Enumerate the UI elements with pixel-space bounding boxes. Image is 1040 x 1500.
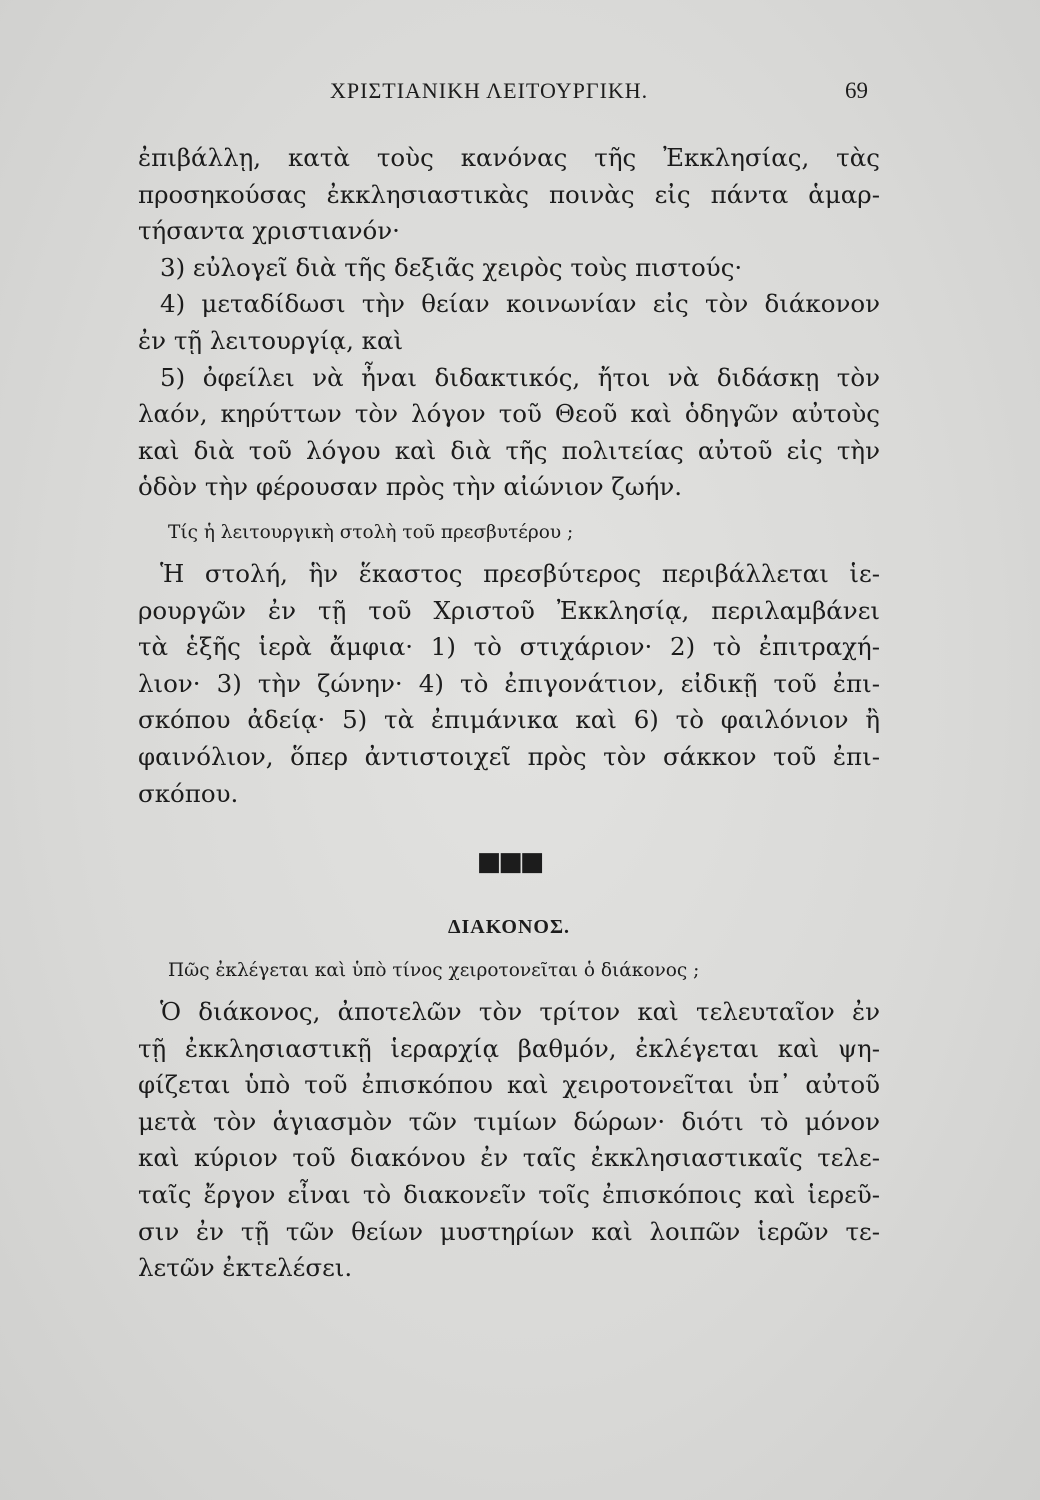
answer-presbyter-vestments xyxy=(138,556,880,812)
text-line: ρουργῶν ἐν τῇ τοῦ Χριστοῦ Ἐκκλησίᾳ, περιλαμβάνει xyxy=(138,595,880,625)
text-line: λαόν, κηρύττων τὸν λόγον τοῦ Θεοῦ καὶ ὁδηγῶν αὐτοὺς xyxy=(138,399,880,429)
text-line: ἐν τῇ λειτουργίᾳ, καὶ xyxy=(138,325,404,355)
text-line: ταῖς ἔργον εἶναι τὸ διακονεῖν τοῖς ἐπισκόποις καὶ ἱερεῦ- xyxy=(138,1180,880,1210)
text-line: σκόπου. xyxy=(138,778,239,808)
list-item-3 xyxy=(138,250,880,287)
text-line: Ὁ διάκονος, ἀποτελῶν τὸν τρίτον καὶ τελευταῖον ἐν xyxy=(160,997,880,1027)
text-line: καὶ κύριον τοῦ διακόνου ἐν ταῖς ἐκκλησιαστικαῖς τελε- xyxy=(138,1143,880,1173)
text-line: 3) εὐλογεῖ διὰ τῆς δεξιᾶς χειρὸς τοὺς πιστούς· xyxy=(160,252,743,282)
text-line: λιον· 3) τὴν ζώνην· 4) τὸ ἐπιγονάτιον, εἰδικῇ τοῦ ἐπι- xyxy=(138,668,880,698)
text-line: τὰ ἑξῆς ἱερὰ ἄμφια· 1) τὸ στιχάριον· 2) τὸ ἐπιτραχή- xyxy=(138,632,880,662)
body-text xyxy=(138,140,880,1287)
text-line: σκόπου ἀδείᾳ· 5) τὰ ἐπιμάνικα καὶ 6) τὸ φαιλόνιον ἢ xyxy=(138,705,880,735)
text-line: μετὰ τὸν ἁγιασμὸν τῶν τιμίων δώρων· διότι τὸ μόνον xyxy=(138,1106,880,1136)
paragraph-continuation xyxy=(138,140,880,250)
running-title: ΧΡΙΣΤΙΑΝΙΚΗ ΛΕΙΤΟΥΡΓΙΚΗ. xyxy=(330,78,649,103)
text-line: Ἡ στολή, ἣν ἕκαστος πρεσβύτερος περιβάλλεται ἱε- xyxy=(160,558,880,588)
answer-deacon-election xyxy=(138,994,880,1287)
text-line: ὁδὸν τὴν φέρουσαν πρὸς τὴν αἰώνιον ζωήν. xyxy=(138,472,683,502)
page-number: 69 xyxy=(845,78,868,103)
list-item-5 xyxy=(138,360,880,506)
text-line: σιν ἐν τῇ τῶν θείων μυστηρίων καὶ λοιπῶν ἱερῶν τε- xyxy=(138,1216,880,1246)
section-heading: ΔΙΑΚΟΝΟΣ. xyxy=(447,916,571,939)
text-line: 5) ὀφείλει νὰ ἦναι διδακτικός, ἤτοι νὰ διδάσκῃ τὸν xyxy=(160,362,880,392)
text-line: τῇ ἐκκλησιαστικῇ ἱεραρχίᾳ βαθμόν, ἐκλέγεται καὶ ψη- xyxy=(138,1033,880,1063)
text-line: λετῶν ἐκτελέσει. xyxy=(138,1253,353,1283)
text-line: φίζεται ὑπὸ τοῦ ἐπισκόπου καὶ χειροτονεῖται ὑπ᾽ αὐτοῦ xyxy=(138,1070,880,1100)
text-line: τήσαντα χριστιανόν· xyxy=(138,216,400,246)
text-line: φαινόλιον, ὅπερ ἀντιστοιχεῖ πρὸς τὸν σάκκον τοῦ ἐπι- xyxy=(138,741,880,771)
text-line: 4) μεταδίδωσι τὴν θείαν κοινωνίαν εἰς τὸν διάκονον xyxy=(160,289,880,319)
list-item-4 xyxy=(138,286,880,359)
question-presbyter-vestments: Τίς ἡ λειτουργικὴ στολὴ τοῦ πρεσβυτέρου ; xyxy=(168,521,574,543)
text-line: καὶ διὰ τοῦ λόγου καὶ διὰ τῆς πολιτείας αὐτοῦ εἰς τὴν xyxy=(138,435,880,465)
running-head xyxy=(140,78,880,112)
question-deacon-election: Πῶς ἐκλέγεται καὶ ὑπὸ τίνος χειροτονεῖται ὁ διάκονος ; xyxy=(168,960,700,982)
text-line: προσηκούσας ἐκκλησιαστικὰς ποινὰς εἰς πάντα ἁμαρ- xyxy=(138,179,880,209)
text-line: ἐπιβάλλῃ, κατὰ τοὺς κανόνας τῆς Ἐκκλησίας, τὰς xyxy=(138,143,880,172)
section-ornament: ■■■ xyxy=(476,847,542,878)
